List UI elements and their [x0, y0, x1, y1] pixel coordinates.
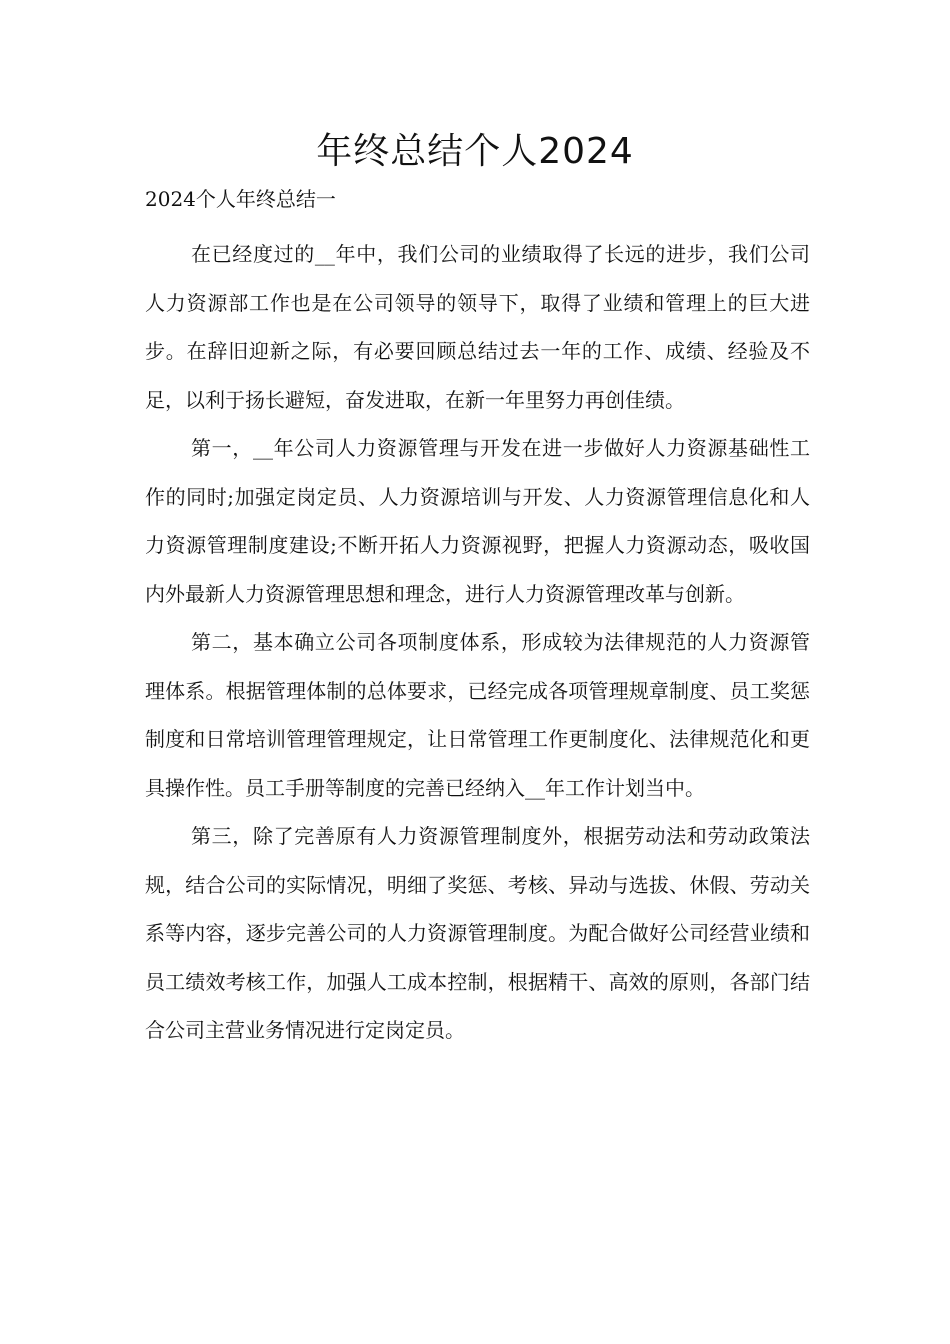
paragraph-3: 第二，基本确立公司各项制度体系，形成较为法律规范的人力资源管理体系。根据管理体制的总体要求，已经完成各项管理规章制度、员工奖惩制度和日常培训管理管理规定，让日常管理工作更制度化、法律规范化和更具操作性。员工手册等制度的完善已经纳入__年工作计划当中。 [145, 630, 810, 800]
page-title: 年终总结个人2024 [316, 131, 634, 172]
body-text [145, 230, 810, 1055]
paragraph-4: 第三，除了完善原有人力资源管理制度外，根据劳动法和劳动政策法规，结合公司的实际情况，明细了奖惩、考核、异动与选拔、休假、劳动关系等内容，逐步完善公司的人力资源管理制度。为配合做好公司经营业绩和员工绩效考核工作，加强人工成本控制，根据精干、高效的原则，各部门结合公司主营业务情况进行定岗定员。 [145, 824, 810, 1042]
paragraph-2: 第一，__年公司人力资源管理与开发在进一步做好人力资源基础性工作的同时;加强定岗定员、人力资源培训与开发、人力资源管理信息化和人力资源管理制度建设;不断开拓人力资源视野，把握人力资源动态，吸收国内外最新人力资源管理思想和理念，进行人力资源管理改革与创新。 [145, 436, 810, 606]
paragraph-1: 在已经度过的__年中，我们公司的业绩取得了长远的进步，我们公司人力资源部工作也是在公司领导的领导下，取得了业绩和管理上的巨大进步。在辞旧迎新之际，有必要回顾总结过去一年的工作、成绩、经验及不足，以利于扬长避短，奋发进取，在新一年里努力再创佳绩。 [145, 242, 810, 412]
section-subtitle: 2024个人年终总结一 [145, 187, 336, 211]
